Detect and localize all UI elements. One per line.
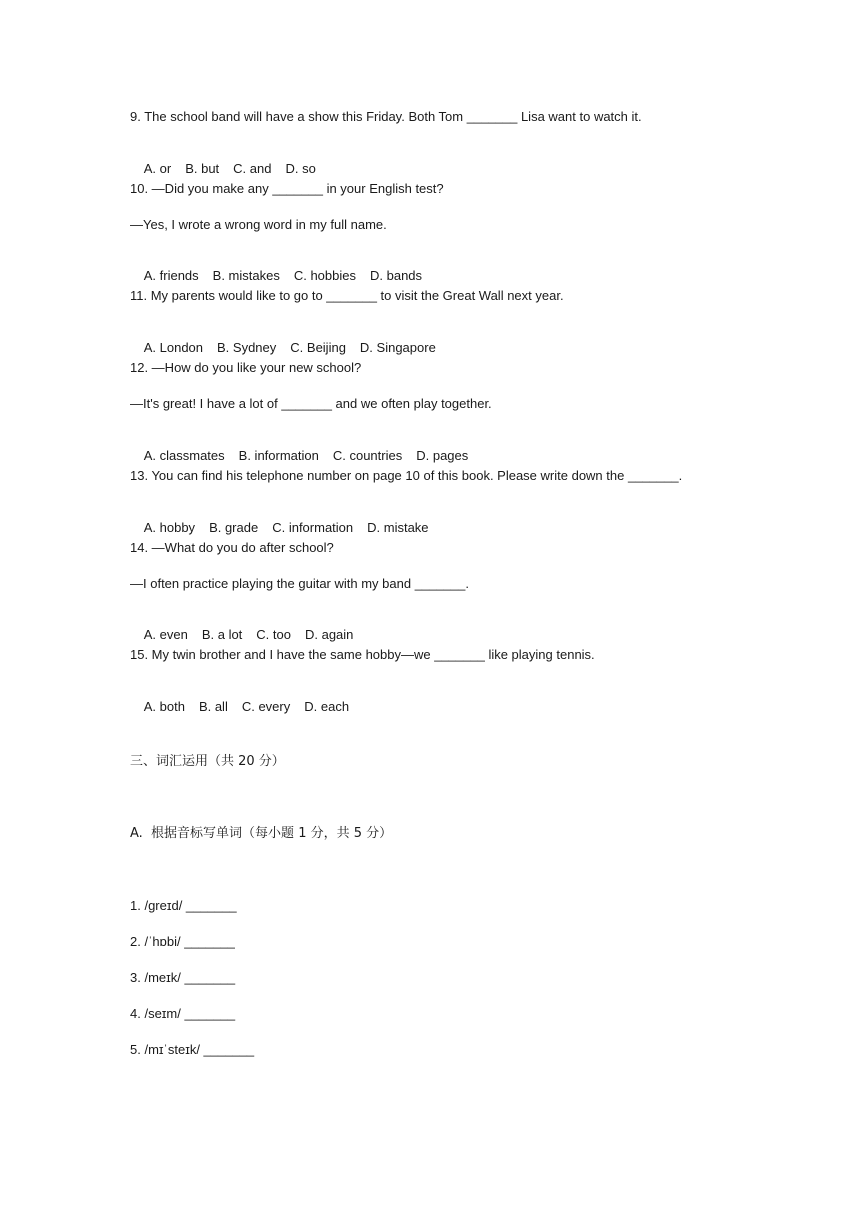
option-c: C. information <box>272 520 354 535</box>
option-d: D. pages <box>416 448 469 463</box>
question-10-stem: 10. —Did you make any _______ in your English test? <box>130 181 444 196</box>
question-11-stem: 11. My parents would like to go to _______ to visit the Great Wall next year. <box>130 288 564 303</box>
question-13-stem: 13. You can find his telephone number on page 10 of this book. Please write down the _______. <box>130 468 683 483</box>
option-a: A. London <box>143 340 204 355</box>
option-a: A. or <box>143 161 172 176</box>
subsection-title: A. 根据音标写单词（每小题 1 分，共 5 分） <box>130 826 393 841</box>
option-d: D. again <box>304 627 354 642</box>
option-d: D. mistake <box>367 520 429 535</box>
option-d: D. so <box>285 161 316 176</box>
question-15-options <box>130 683 349 731</box>
option-d: D. each <box>304 699 350 714</box>
question-10-reply: —Yes, I wrote a wrong word in my full name. <box>130 217 387 232</box>
option-a: A. classmates <box>143 448 225 463</box>
option-d: D. Singapore <box>359 340 436 355</box>
question-14-reply: —I often practice playing the guitar with my band _______. <box>130 576 469 591</box>
option-c: C. Beijing <box>290 340 346 355</box>
option-b: B. mistakes <box>212 268 280 283</box>
option-b: B. information <box>238 448 319 463</box>
option-c: C. too <box>256 627 291 642</box>
phonetic-item-1: 1. /ɡreɪd/ _______ <box>130 898 237 913</box>
option-b: B. but <box>185 161 220 176</box>
option-b: B. a lot <box>201 627 243 642</box>
question-12-stem: 12. —How do you like your new school? <box>130 360 362 375</box>
option-a: A. even <box>143 627 188 642</box>
option-a: A. friends <box>143 268 199 283</box>
option-c: C. hobbies <box>293 268 356 283</box>
option-a: A. hobby <box>143 520 196 535</box>
question-15-stem: 15. My twin brother and I have the same hobby—we _______ like playing tennis. <box>130 647 595 662</box>
option-c: C. countries <box>332 448 403 463</box>
question-12-reply: —It's great! I have a lot of _______ and we often play together. <box>130 396 492 411</box>
option-b: B. Sydney <box>217 340 277 355</box>
question-14-stem: 14. —What do you do after school? <box>130 540 334 555</box>
section-title: 三、词汇运用（共 20 分） <box>130 754 285 769</box>
phonetic-item-2: 2. /ˈhɒbi/ _______ <box>130 934 235 949</box>
phonetic-item-4: 4. /seɪm/ _______ <box>130 1006 236 1021</box>
option-a: A. both <box>143 699 185 714</box>
option-c: C. and <box>233 161 272 176</box>
option-d: D. bands <box>370 268 423 283</box>
option-b: B. all <box>198 699 228 714</box>
phonetic-item-5: 5. /mɪˈsteɪk/ _______ <box>130 1042 255 1057</box>
question-9-stem: 9. The school band will have a show this Friday. Both Tom _______ Lisa want to watch it. <box>130 109 642 124</box>
phonetic-item-3: 3. /meɪk/ _______ <box>130 970 236 985</box>
option-b: B. grade <box>209 520 259 535</box>
option-c: C. every <box>241 699 291 714</box>
